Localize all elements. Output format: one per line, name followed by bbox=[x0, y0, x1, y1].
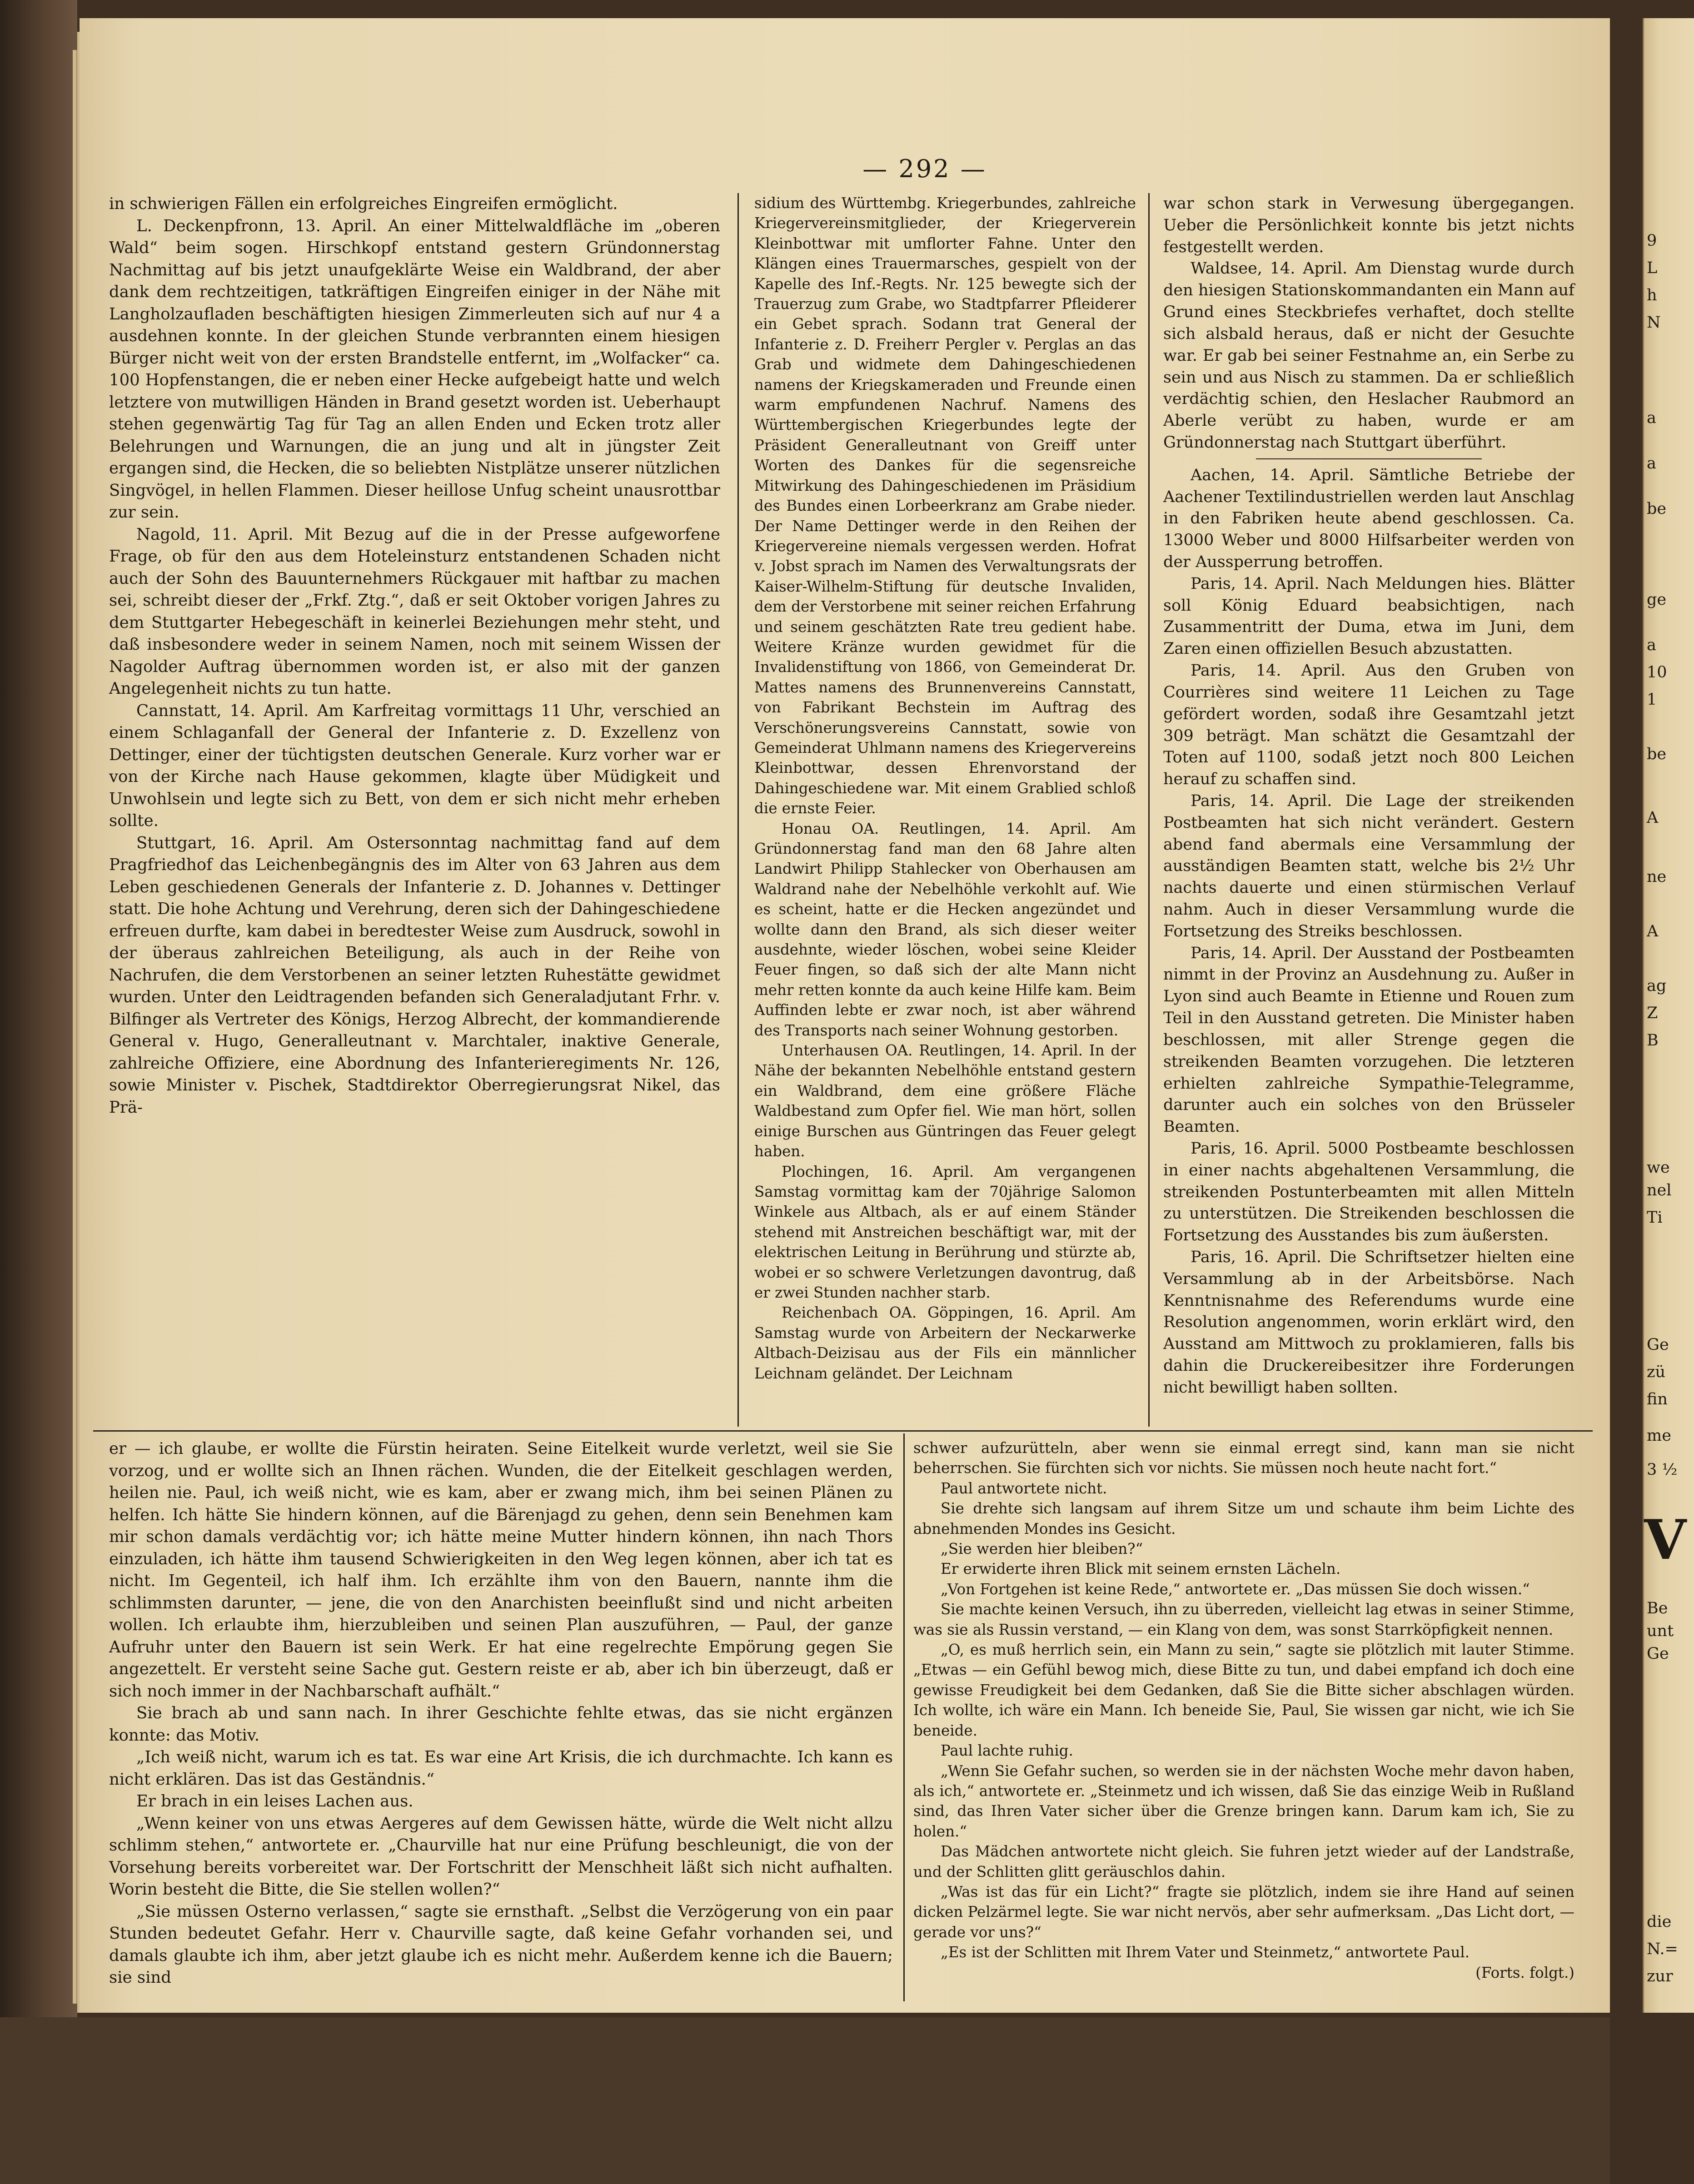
adjacent-page-fragment: fin bbox=[1647, 1390, 1668, 1408]
adjacent-page-fragment: zü bbox=[1647, 1363, 1665, 1381]
column-rule bbox=[737, 193, 739, 1427]
newspaper-page bbox=[80, 18, 1687, 2013]
story-left-paragraph: Sie brach ab und sann nach. In ihrer Geschichte fehlte etwas, das sie nicht ergänzen konnte: das Motiv. bbox=[109, 1704, 893, 1745]
story-right-paragraph: „Sie werden hier bleiben?“ bbox=[941, 1540, 1143, 1558]
adjacent-page-fragment: A bbox=[1647, 922, 1659, 940]
background-bottom bbox=[0, 2017, 1610, 2184]
col3-paragraph: Paris, 14. April. Nach Meldungen hies. Blätter soll König Eduard beabsichtigen, nach Zusammentritt der Duma, etwa im Juni, dem Zaren einen offiziellen Besuch abzustatten. bbox=[1163, 574, 1574, 658]
story-left-paragraph: „Ich weiß nicht, warum ich es tat. Es war eine Art Krisis, die ich durchmachte. Ich kann es nicht erklären. Das ist das Geständnis.“ bbox=[109, 1748, 893, 1789]
background-desk bbox=[0, 0, 77, 2184]
item-separator-rule bbox=[1256, 458, 1482, 459]
col1-paragraph: Nagold, 11. April. Mit Bezug auf die in der Presse aufgeworfene Frage, ob für den aus dem Hoteleinsturz entstandenen Schaden nicht auch der Sohn des Bauunternehmers Rückgauer mit haftbar zu machen sei, schreibt dieser der „Frkf. Ztg.“, daß er seit Oktober vorigen Jahres zu dem Stuttgarter Hebegeschäft in keinerlei Beziehungen mehr steht, und daß insbesondere weder in seinem Namen, noch mit seinem Wissen der Nagolder Auftrag übernommen worden ist, er also mit der ganzen Angelegenheit nichts zu tun hatte. bbox=[109, 525, 720, 698]
story-right-paragraph: „Wenn Sie Gefahr suchen, so werden sie in der nächsten Woche mehr davon haben, als ich,“ antwortete er. „Steinmetz und ich wissen, daß Sie das einzige Weib in Rußland sind, das Ihren Vater sicher über die Grenze bringen kann. Darum kam ich, Sie zu holen.“ bbox=[913, 1762, 1574, 1840]
adjacent-page-fragment: A bbox=[1647, 809, 1659, 827]
col1-paragraph: in schwierigen Fällen ein erfolgreiches Eingreifen ermöglicht. bbox=[109, 194, 618, 213]
col1-paragraph: Stuttgart, 16. April. Am Ostersonntag nachmittag fand auf dem Pragfriedhof das Leichenbegängnis des im Alter von 63 Jahren aus dem Leben geschiedenen Generals der Infanterie z. D. Johannes v. Dettinger statt. Die hohe Achtung und Verehrung, deren sich der Dahingeschiedene erfreuen durfte, kam dabei in beredtester Weise zum Ausdruck, sowohl in der überaus zahlreichen Beteiligung, als auch in der Reihe von Nachrufen, die dem Verstorbenen an seiner letzten Ruhestätte gewidmet wurden. Unter den Leidtragenden befanden sich Generaladjutant Frhr. v. Bilfinger als Vertreter des Königs, Herzog Albrecht, der kommandierende General v. Hugo, Generalleutnant v. Marchtaler, inaktive Generale, zahlreiche Offiziere, eine Abordnung des Infanterieregiments Nr. 126, sowie Minister v. Pischek, Stadtdirektor Oberregierungsrat Nikel, das Prä- bbox=[109, 833, 720, 1117]
adjacent-page-edge bbox=[1643, 18, 1694, 2013]
story-right-paragraph: „Es ist der Schlitten mit Ihrem Vater und Steinmetz,“ antwortete Paul. bbox=[941, 1944, 1470, 1961]
story-right-paragraph: Er erwiderte ihren Blick mit seinem ernsten Lächeln. bbox=[941, 1560, 1341, 1578]
column-rule bbox=[1148, 193, 1150, 1427]
adjacent-page-fragment: a bbox=[1647, 409, 1656, 427]
adjacent-page-fragment: Ge bbox=[1647, 1645, 1669, 1663]
story-right-paragraph: Sie machte keinen Versuch, ihn zu überreden, vielleicht lag etwas in seiner Stimme, was sie als Russin verstand, — ein Klang von dem, was sonst Starrköpfigkeit nennen. bbox=[913, 1601, 1574, 1638]
adjacent-page-fragment: h bbox=[1647, 286, 1657, 304]
adjacent-page-fragment: Ge bbox=[1647, 1336, 1669, 1354]
column-1 bbox=[109, 193, 720, 1424]
col3-paragraph: Aachen, 14. April. Sämtliche Betriebe der Aachener Textilindustriellen werden laut Anschlag in den Fabriken heute abend geschlossen. Ca. 13000 Weber und 8000 Hilfsarbeiter werden von der Aussperrung betroffen. bbox=[1163, 466, 1574, 571]
col2-paragraph: sidium des Württembg. Kriegerbundes, zahlreiche Kriegervereinsmitglieder, der Kriegerverein Kleinbottwar mit umflorter Fahne. Unter den Klängen eines Trauermarsches, gespielt von der Kapelle des Inf.-Regts. Nr. 125 bewegte sich der Trauerzug zum Grabe, wo Stadtpfarrer Pfleiderer ein Gebet sprach. Sodann trat General der Infanterie z. D. Freiherr Pergler v. Perglas an das Grab und widmete dem Dahingeschiedenen namens der Kriegskameraden und Freunde einen warm empfundenen Nachruf. Namens des Württembergischen Kriegerbundes legte der Präsident Generalleutnant von Greiff unter Worten des Dankes für die segensreiche Mitwirkung des Dahingeschiedenen im Präsidium des Bundes einen Lorbeerkranz am Grabe nieder. Der Name Dettinger werde in den Reihen der Kriegervereine niemals vergessen werden. Hofrat v. Jobst sprach im Namen des Verwaltungsrats der Kaiser-Wilhelm-Stiftung für deutsche Invaliden, dem der Verstorbene mit seiner reichen Erfahrung und seinem geschätzten Rate treu gedient habe. Weitere Kränze wurden gewidmet für die Invalidenstiftung von 1866, von Gemeinderat Dr. Mattes namens des Brunnenvereins Cannstatt, von Fabrikant Bechstein im Auftrag des Verschönerungsvereins Cannstatt, sowie von Gemeinderat Uhlmann namens des Kriegervereins Kleinbottwar, dessen Ehrenvorstand der Dahingeschiedene war. Mit einem Grablied schloß die ernste Feier. bbox=[754, 194, 1136, 817]
story-left-paragraph: Er brach in ein leises Lachen aus. bbox=[136, 1792, 414, 1811]
col2-paragraph: Plochingen, 16. April. Am vergangenen Samstag vormittag kam der 70jährige Salomon Winkele aus Altbach, als er auf einem Ständer stehend mit Anstreichen beschäftigt war, mit der elektrischen Leitung in Berührung und stürzte ab, wobei er so schwere Verletzungen davontrug, daß er zwei Stunden nachher starb. bbox=[754, 1163, 1136, 1301]
adjacent-page-fragment: zur bbox=[1647, 1967, 1673, 1985]
adjacent-page-fragment: 3 ½ bbox=[1647, 1461, 1678, 1479]
adjacent-page-fragment: Ti bbox=[1647, 1209, 1663, 1227]
adjacent-page-fragment: unt bbox=[1647, 1622, 1674, 1640]
col2-paragraph: Honau OA. Reutlingen, 14. April. Am Gründonnerstag fand man den 68 Jahre alten Landwirt Philipp Stahlecker von Oberhausen am Waldrand nahe der Nebelhöhle verkohlt auf. Wie es scheint, hatte er die Hecken angezündet und wollte dann den Brand, als sich dieser weiter ausdehnte, wieder löschen, wobei seine Kleider Feuer fingen, so daß sich der alte Mann nicht mehr retten konnte da auch keine Hilfe kam. Beim Auffinden lebte er zwar noch, ist aber während des Transports nach seiner Wohnung gestorben. bbox=[754, 820, 1136, 1039]
adjacent-page-fragment: L bbox=[1647, 259, 1658, 277]
adjacent-page-fragment: Be bbox=[1647, 1599, 1668, 1617]
col2-paragraph: Reichenbach OA. Göppingen, 16. April. Am Samstag wurde von Arbeitern der Neckarwerke Altbach-Deizisau aus der Fils ein männlicher Leichnam geländet. Der Leichnam bbox=[754, 1304, 1136, 1382]
story-right-paragraph: „Von Fortgehen ist keine Rede,“ antwortete er. „Das müssen Sie doch wissen.“ bbox=[941, 1580, 1530, 1598]
column-rule bbox=[903, 1433, 905, 2001]
story-left-paragraph: „Wenn keiner von uns etwas Aergeres auf dem Gewissen hätte, würde die Welt nicht allzu schlimm stehen,“ antwortete er. „Chaurville hat nur eine Prüfung beschleunigt, die von der Vorsehung bereits vorbereitet war. Der Fortschritt der Menschheit läßt sich nicht aufhalten. Worin besteht die Bitte, die Sie stellen wollen?“ bbox=[109, 1814, 893, 1899]
adjacent-page-fragment: N bbox=[1647, 313, 1661, 332]
adjacent-page-fragment: 1 bbox=[1647, 691, 1657, 709]
page-number: — 292 — bbox=[862, 154, 987, 183]
col3-paragraph: Paris, 14. April. Die Lage der streikenden Postbeamten hat sich nicht verändert. Gestern abend fand abermals eine Versammlung der ausständigen Beamten statt, welche bis 2½ Uhr nachts dauerte und einen stürmischen Verlauf nahm. Auch in dieser Versammlung wurde die Fortsetzung des Streiks beschlossen. bbox=[1163, 791, 1574, 940]
adjacent-page-fragment: ge bbox=[1647, 591, 1667, 609]
continued-note: (Forts. folgt.) bbox=[1475, 1964, 1574, 1981]
col3-paragraph: Paris, 16. April. 5000 Postbeamte beschlossen in einer nachts abgehaltenen Versammlung, die streikenden Postunterbeamten mit allen Mitteln zu unterstützen. Die Streikenden beschlossen die Fortsetzung des Ausstandes bis zum äußersten. bbox=[1163, 1139, 1574, 1245]
page-stack-edge bbox=[73, 50, 77, 2004]
story-right-paragraph: „Was ist das für ein Licht?“ fragte sie plötzlich, indem sie ihre Hand auf seinen dicken Pelzärmel legte. Sie war nicht nervös, aber sehr aufmerksam. „Das Licht dort, — gerade vor uns?“ bbox=[913, 1883, 1574, 1941]
col1-paragraph: L. Deckenpfronn, 13. April. An einer Mittelwaldfläche im „oberen Wald“ beim sogen. Hirschkopf entstand gestern Gründonnerstag Nachmittag auf bis jetzt unaufgeklärte Weise ein Waldbrand, der aber dank dem rechtzeitigen, tatkräftigen Eingreifen einiger in der Nähe mit Langholzaufladen beschäftigten hiesigen Zimmerleuten sich auf nur 4 a ausdehnen konnte. In der gleichen Stunde verbrannten einem hiesigen Bürger nicht weit von der ersten Brandstelle entfernt, im „Wolfacker“ ca. 100 Hopfenstangen, die er neben einer Hecke aufgebeigt hatte und welch letztere von mutwilligen Händen in Brand gesetzt worden ist. Ueberhaupt stehen gegenwärtig Tag für Tag an allen Enden und Ecken trotz aller Belehrungen und Warnungen, die an jung und alt in jüngster Zeit ergangen sind, die Hecken, die so beliebten Nistplätze unserer nützlichen Singvögel, in hellen Flammen. Dieser heillose Unfug scheint unausrottbar zur sein. bbox=[109, 216, 720, 522]
column-3 bbox=[1163, 193, 1574, 1424]
adjacent-page-fragment: ne bbox=[1647, 868, 1667, 886]
col3-paragraph: Paris, 16. April. Die Schriftsetzer hielten eine Versammlung ab in der Arbeitsbörse. Nach Kenntnisnahme des Referendums wurde eine Resolution angenommen, worin erklärt wird, den Ausstand am Mittwoch zu proklamieren, falls bis dahin die Druckereibesitzer ihre Forderungen nicht bewilligt haben sollten. bbox=[1163, 1248, 1574, 1397]
serial-story-right bbox=[913, 1438, 1574, 2001]
col3-paragraph: Paris, 14. April. Aus den Gruben von Courrières sind weitere 11 Leichen zu Tage gefördert worden, sodaß ihre Gesamtzahl jetzt 309 beträgt. Man schätzt die Gesamtzahl der Toten auf 1100, sodaß jetzt noch 800 Leichen herauf zu schaffen sind. bbox=[1163, 662, 1574, 789]
adjacent-page-fragment: a bbox=[1647, 454, 1656, 473]
col3-paragraph: Paris, 14. April. Der Ausstand der Postbeamten nimmt in der Provinz an Ausdehnung zu. Außer in Lyon sind auch Beamte in Etienne und Rouen zum Teil in den Ausstand getreten. Die Minister haben beschlossen, mit aller Strenge gegen die streikenden Beamten vorzugehen. Die letzteren erhielten zahlreiche Sympathie-Telegramme, darunter auch ein solches von den Brüsseler Beamten. bbox=[1163, 944, 1574, 1136]
story-right-paragraph: „O, es muß herrlich sein, ein Mann zu sein,“ sagte sie plötzlich mit lauter Stimme. „Etwas — ein Gefühl bewog mich, diese Bitte zu tun, und dabei empfand ich doch eine gewisse Freudigkeit bei dem Gedanken, daß Sie die Bitte sicher abschlagen würden. Ich wollte, ich wäre ein Mann. Ich beneide Sie, Paul, Sie wissen gar nicht, wie ich Sie beneide. bbox=[913, 1641, 1574, 1739]
adjacent-page-fragment: B bbox=[1647, 1031, 1659, 1050]
story-left-paragraph: er — ich glaube, er wollte die Fürstin heiraten. Seine Eitelkeit wurde verletzt, weil sie Sie vorzog, und er wollte sich an Ihnen rächen. Wunden, die der Eitelkeit geschlagen werden, heilen nie. Paul, ich weiß nicht, wie es kam, aber er zwang mich, ihm bei seinen Plänen zu helfen. Ich hätte Sie hindern können, auf die Bärenjagd zu gehen, denn sein Benehmen kam mir schon damals verdächtig vor; ich hätte meine Mutter hindern können, ihn nach Thors einzuladen, ich hätte ihm tausend Schwierigkeiten in den Weg legen können, aber ich tat es nicht. Im Gegenteil, ich half ihm. Ich erzählte ihm von den Bauern, nannte ihm die schlimmsten darunter, — jene, die von den Anarchisten beeinflußt sind und nicht arbeiten wollen. Ich erlaubte ihm, hierzubleiben und seinen Plan auszuführen, — Paul, der ganze Aufruhr unter den Bauern ist sein Werk. Er hat eine regelrechte Empörung gegen Sie angezettelt. Er versteht seine Sache gut. Gestern reiste er ab, aber ich bin überzeugt, daß er sich noch immer in der Nachbarschaft aufhält.“ bbox=[109, 1439, 893, 1701]
adjacent-page-fragment: be bbox=[1647, 745, 1667, 763]
story-right-paragraph: schwer aufzurütteln, aber wenn sie einmal erregt sind, kann man sie nicht beherrschen. Sie fürchten sich vor nichts. Sie müssen noch heute nacht fort.“ bbox=[913, 1439, 1574, 1477]
adjacent-page-fragment: ag bbox=[1647, 977, 1667, 995]
adjacent-page-fragment: N.= bbox=[1647, 1940, 1678, 1958]
adjacent-page-fragment: 9 bbox=[1647, 232, 1657, 250]
adjacent-page-fragment: die bbox=[1647, 1913, 1672, 1931]
adjacent-page-initial: V bbox=[1644, 1508, 1687, 1572]
story-right-paragraph: Das Mädchen antwortete nicht gleich. Sie fuhren jetzt wieder auf der Landstraße, und der Schlitten glitt geräuschlos dahin. bbox=[913, 1843, 1574, 1881]
adjacent-page-fragment: Z bbox=[1647, 1004, 1658, 1022]
adjacent-page-fragment: be bbox=[1647, 500, 1667, 518]
col3-paragraph: war schon stark in Verwesung übergegangen. Ueber die Persönlichkeit konnte bis jetzt nichts festgestellt werden. bbox=[1163, 194, 1574, 256]
adjacent-page-fragment: 10 bbox=[1647, 663, 1667, 682]
serial-story-left bbox=[109, 1438, 893, 2001]
story-right-paragraph: Paul lachte ruhig. bbox=[941, 1742, 1073, 1760]
story-right-paragraph: Sie drehte sich langsam auf ihrem Sitze um und schaute ihm beim Lichte des abnehmenden Mondes ins Gesicht. bbox=[913, 1500, 1574, 1537]
col3-paragraph: Waldsee, 14. April. Am Dienstag wurde durch den hiesigen Stationskommandanten ein Mann auf Grund eines Steckbriefes verhaftet, doch stellte sich alsbald heraus, daß er nicht der Gesuchte war. Er gab bei seiner Festnahme an, ein Serbe zu sein und aus Nisch zu stammen. Da er schließlich verdächtig schien, den Heslacher Raubmord an Aberle verübt zu haben, wurde er am Gründonnerstag nach Stuttgart überführt. bbox=[1163, 259, 1574, 452]
section-rule bbox=[93, 1430, 1593, 1432]
col2-paragraph: Unterhausen OA. Reutlingen, 14. April. In der Nähe der bekannten Nebelhöhle entstand gestern ein Waldbrand, dem eine größere Fläche Waldbestand zum Opfer fiel. Wie man hört, sollen einige Burschen aus Güntringen das Feuer gelegt haben. bbox=[754, 1042, 1136, 1160]
col1-paragraph: Cannstatt, 14. April. Am Karfreitag vormittags 11 Uhr, verschied an einem Schlaganfall der General der Infanterie z. D. Exzellenz von Dettinger, einer der tüchtigsten deutschen Generale. Kurz vorher war er von der Kirche nach Hause gekommen, klagte über Müdigkeit und Unwohlsein und legte sich zu Bett, von dem er sich nicht mehr erheben sollte. bbox=[109, 701, 720, 830]
story-right-paragraph: Paul antwortete nicht. bbox=[941, 1479, 1107, 1497]
column-2 bbox=[754, 193, 1136, 1424]
adjacent-page-fragment: a bbox=[1647, 636, 1656, 654]
adjacent-page-fragment: nel bbox=[1647, 1181, 1672, 1199]
adjacent-page-fragment: we bbox=[1647, 1159, 1670, 1177]
serial-story-right-text bbox=[913, 1438, 1574, 1963]
story-left-paragraph: „Sie müssen Osterno verlassen,“ sagte sie ernsthaft. „Selbst die Verzögerung von ein paar Stunden bedeutet Gefahr. Herr v. Chaurville sagte, daß keine Gefahr vorhanden sei, und damals glaubte ich ihm, aber jetzt glaube ich es nicht mehr. Außerdem kenne ich die Bauern; sie sind bbox=[109, 1902, 893, 1987]
adjacent-page-fragment: me bbox=[1647, 1427, 1671, 1445]
